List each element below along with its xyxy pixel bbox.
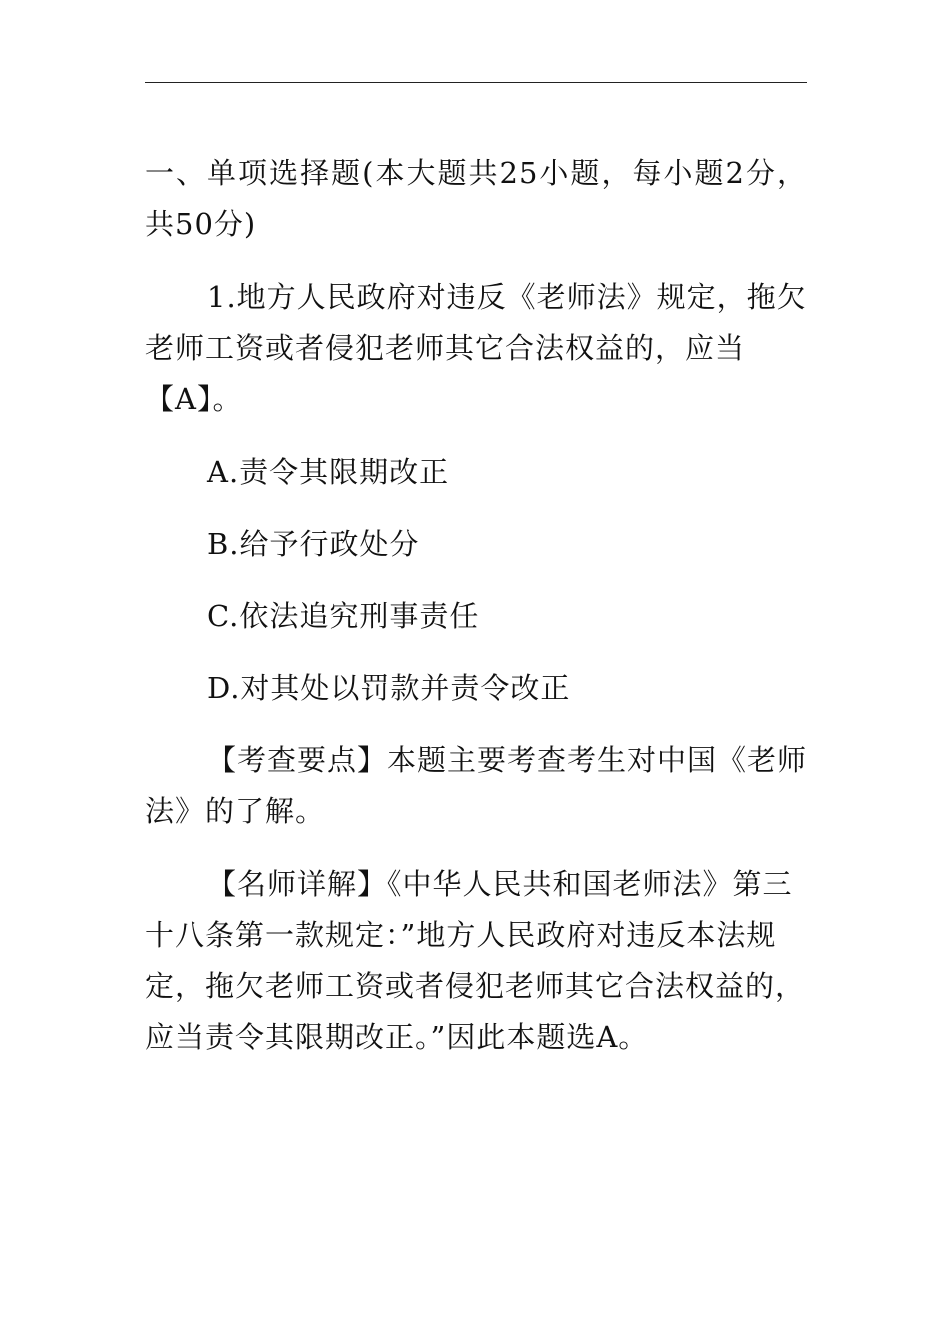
key-point: 【考查要点】本题主要考查考生对中国《老师法》的了解。: [145, 743, 808, 828]
option-a: A.责令其限期改正: [207, 455, 450, 489]
option-c: C.依法追究刑事责任: [207, 599, 480, 633]
option-b: B.给予行政处分: [207, 527, 420, 561]
document-body: [145, 148, 807, 1085]
header-rule: [145, 82, 807, 83]
section-heading: 一、单项选择题(本大题共25小题，每小题2分，共50分): [145, 156, 807, 241]
question-stem: 1.地方人民政府对违反《老师法》规定，拖欠老师工资或者侵犯老师其它合法权益的，应当【A】。: [145, 280, 807, 416]
explanation: 【名师详解】《中华人民共和国老师法》第三十八条第一款规定：”地方人民政府对违反本法规定，拖欠老师工资或者侵犯老师其它合法权益的，应当责令其限期改正。”因此本题选A。: [145, 867, 806, 1054]
option-d: D.对其处以罚款并责令改正: [207, 671, 571, 705]
